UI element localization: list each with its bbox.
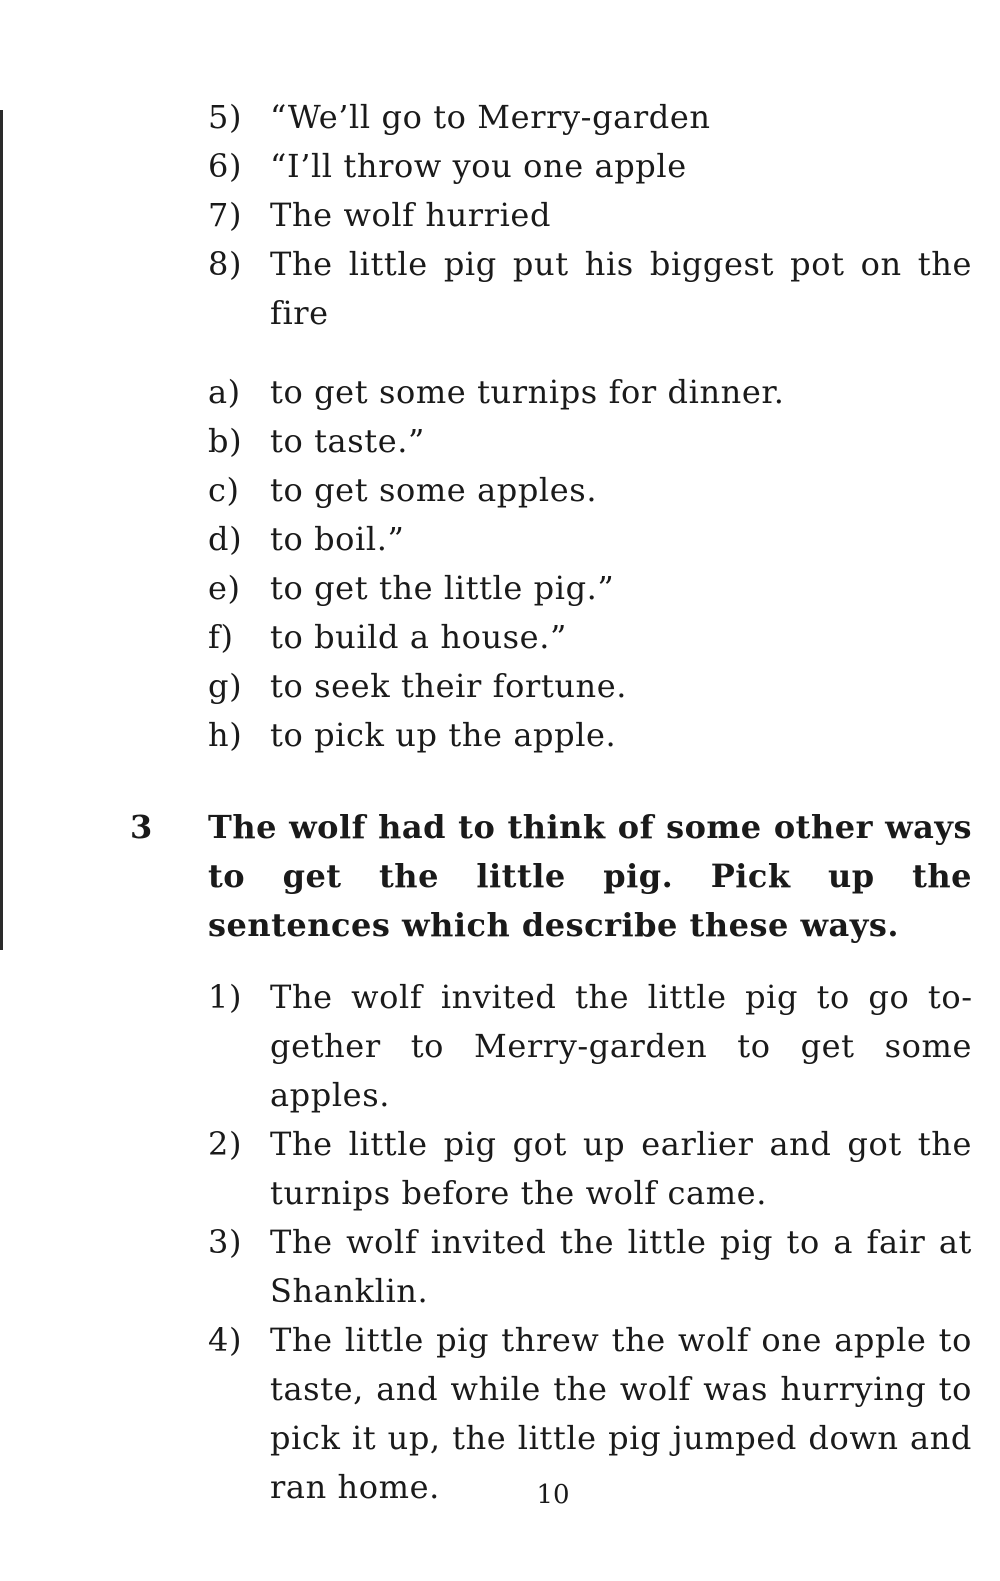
list-item: [208, 973, 972, 1120]
list-item: [208, 191, 972, 240]
list-item: [208, 564, 972, 613]
item-text: to get the little pig.”: [270, 569, 615, 607]
item-number: 7): [208, 196, 243, 234]
item-text: The wolf invited the little pig to a fair at Shanklin.: [270, 1223, 972, 1310]
item-number: 6): [208, 147, 243, 185]
list-item: [208, 142, 972, 191]
list-item: [208, 613, 972, 662]
list-item: [208, 515, 972, 564]
item-text: to get some turnips for dinner.: [270, 373, 785, 411]
item-text: The little pig got up earlier and got the turnips before the wolf came.: [270, 1125, 972, 1212]
list-item: [208, 1218, 972, 1316]
item-number: 2): [208, 1125, 243, 1163]
item-number: 1): [208, 978, 243, 1016]
sentence-list: [208, 973, 972, 1512]
item-letter: g): [208, 667, 243, 705]
exercise-number: 3: [130, 808, 153, 846]
item-letter: d): [208, 520, 243, 558]
item-text: “We’ll go to Merry-garden: [270, 98, 711, 136]
item-text: The little pig put his biggest pot on the fire: [270, 245, 972, 332]
item-text: to boil.”: [270, 520, 405, 558]
item-number: 5): [208, 98, 243, 136]
list-item: [208, 1120, 972, 1218]
item-number: 3): [208, 1223, 243, 1261]
item-letter: h): [208, 716, 243, 754]
item-letter: a): [208, 373, 241, 411]
exercise-heading: [130, 803, 972, 950]
list-item: [208, 93, 972, 142]
list-item: [208, 466, 972, 515]
item-text: to taste.”: [270, 422, 425, 460]
item-letter: b): [208, 422, 243, 460]
item-text: to get some apples.: [270, 471, 598, 509]
exercise-instruction: The wolf had to think of some other ways to get the little pig. Pick up the sentences which describe these ways.: [208, 808, 972, 944]
list-item: [208, 711, 972, 760]
item-text: to build a house.”: [270, 618, 567, 656]
page-number: 10: [536, 1480, 570, 1510]
item-text: The little pig threw the wolf one apple to taste, and while the wolf was hurrying to pick it up, the little pig jumped down and ran home.: [270, 1321, 972, 1506]
list-item: [208, 662, 972, 711]
page-edge-rule: [0, 110, 3, 950]
item-number: 8): [208, 245, 243, 283]
item-letter: e): [208, 569, 241, 607]
item-text: The wolf invited the little pig to go together to Merry-garden to get some apples.: [270, 978, 972, 1114]
item-text: to seek their fortune.: [270, 667, 628, 705]
list-item: [208, 240, 972, 338]
item-letter: c): [208, 471, 240, 509]
matching-list-right: [208, 368, 972, 760]
item-text: The wolf hurried: [270, 196, 552, 234]
item-text: “I’ll throw you one apple: [270, 147, 687, 185]
item-number: 4): [208, 1321, 243, 1359]
item-letter: f): [208, 618, 234, 656]
list-item: [208, 417, 972, 466]
item-text: to pick up the apple.: [270, 716, 617, 754]
list-item: [208, 368, 972, 417]
matching-list-left: [208, 93, 972, 338]
